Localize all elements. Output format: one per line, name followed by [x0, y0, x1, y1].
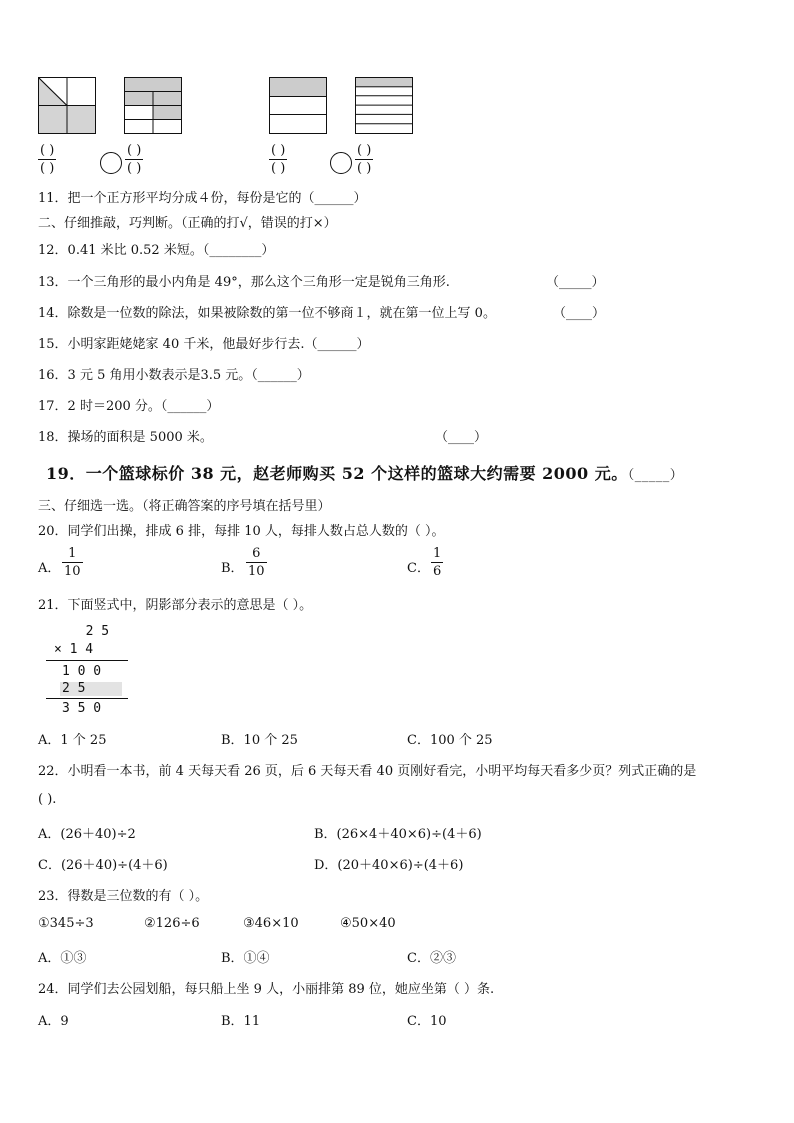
question-16	[38, 364, 310, 383]
denominator-blank[interactable]: ( )	[127, 161, 142, 176]
option-a[interactable]: A．	[38, 561, 61, 576]
calc-row-3: 1 0 0	[62, 664, 102, 679]
question-text: 11．把一个正方形平均分成４份，每份是它的	[38, 191, 302, 206]
option-a-fraction[interactable]: 1 10	[64, 546, 81, 579]
option-d[interactable]: D．(20＋40×6)÷(4＋6)	[314, 858, 464, 873]
compare-circle-2[interactable]	[329, 151, 353, 175]
calc-row-5: 3 5 0	[62, 701, 102, 716]
option-a[interactable]: A．9	[38, 1014, 69, 1029]
question-text: 14．除数是一位数的除法，如果被除数的第一位不够商１，就在第一位上写 0。	[38, 306, 496, 321]
option-a[interactable]: A．(26＋40)÷2	[38, 827, 136, 842]
denominator-blank[interactable]: ( )	[271, 161, 286, 176]
question-text: 19．一个篮球标价 38 元，赵老师购买 52 个这样的篮球大约需要 2000 元。	[46, 464, 628, 483]
fraction-blank-1a[interactable]	[38, 143, 56, 176]
question-12	[38, 239, 274, 258]
answer-blank-14[interactable]: （____）	[553, 306, 606, 321]
question-text: 17．2 时＝200 分。	[38, 399, 161, 414]
strip-diagram-3	[269, 77, 327, 134]
grid-diagram-2	[124, 77, 182, 134]
question-18	[38, 426, 213, 445]
question-text: 15．小明家距姥姥家 40 千米，他最好步行去.	[38, 337, 305, 352]
denominator-blank[interactable]: ( )	[357, 161, 372, 176]
question-14	[38, 302, 496, 321]
fraction-blank-2a[interactable]	[269, 143, 287, 176]
question-23: 23．得数是三位数的有（ ）。	[38, 889, 209, 904]
vertical-multiplication	[40, 624, 135, 719]
question-13	[38, 271, 450, 290]
question-24: 24．同学们去公园划船，每只船上坐 9 人，小丽排第 89 位，她应坐第（ ）条.	[38, 982, 495, 997]
answer-blank[interactable]: （_____）	[627, 468, 684, 483]
square-diagram-1	[38, 77, 96, 134]
question-15	[38, 333, 370, 352]
strip-diagram-4	[355, 77, 413, 134]
question-text: 18．操场的面积是 5000 米。	[38, 430, 213, 445]
option-c[interactable]: C．100 个 25	[407, 733, 493, 748]
option-c-fraction[interactable]: 1 6	[433, 546, 442, 579]
fraction-blank-2b[interactable]	[355, 143, 373, 176]
question-19	[46, 461, 683, 484]
calc-row-2: × 1 4	[54, 642, 94, 657]
option-b-fraction[interactable]: 6 10	[248, 546, 265, 579]
section-3-heading: 三、仔细选一选。（将正确答案的序号填在括号里）	[38, 499, 331, 514]
answer-blank[interactable]: （______）	[160, 399, 220, 414]
option-c[interactable]: C．10	[407, 1014, 447, 1029]
option-c[interactable]: C．(26＋40)÷(4＋6)	[38, 858, 168, 873]
answer-blank[interactable]: （______）	[251, 368, 310, 383]
denominator-blank[interactable]: ( )	[40, 161, 55, 176]
option-c[interactable]: C．	[407, 561, 430, 576]
numerator-blank[interactable]: ( )	[271, 143, 286, 158]
option-a[interactable]: A．①③	[38, 951, 87, 966]
answer-blank-13[interactable]: （_____）	[546, 275, 605, 290]
answer-blank[interactable]: （______）	[301, 191, 367, 206]
numerator-blank[interactable]: ( )	[40, 143, 55, 158]
question-22-blank[interactable]: ( ).	[38, 792, 57, 807]
question-21: 21．下面竖式中，阴影部分表示的意思是（ ）。	[38, 598, 313, 613]
numerator-blank[interactable]: ( )	[127, 143, 142, 158]
answer-blank-18[interactable]: （____）	[435, 430, 488, 445]
question-text: 12．0.41 米比 0.52 米短。	[38, 243, 203, 258]
option-b[interactable]: B．11	[221, 1014, 261, 1029]
question-text: 16．3 元 5 角用小数表示是3.5 元。	[38, 368, 252, 383]
question-17	[38, 395, 219, 414]
compare-circle-1[interactable]	[99, 151, 123, 175]
question-text: 13．一个三角形的最小内角是 49°，那么这个三角形一定是锐角三角形.	[38, 275, 450, 290]
item-1: ①345÷3	[38, 916, 94, 931]
fraction-blank-1b[interactable]	[125, 143, 143, 176]
item-3: ③46×10	[243, 916, 299, 931]
answer-blank[interactable]: （______）	[304, 337, 370, 352]
answer-blank[interactable]: （________）	[202, 243, 275, 258]
option-c[interactable]: C．②③	[407, 951, 456, 966]
option-b[interactable]: B．①④	[221, 951, 270, 966]
numerator-blank[interactable]: ( )	[357, 143, 372, 158]
question-20: 20．同学们出操，排成 6 排，每排 10 人，每排人数占总人数的（ ）。	[38, 524, 445, 539]
option-b[interactable]: B．10 个 25	[221, 733, 298, 748]
question-11	[38, 187, 367, 206]
option-b[interactable]: B．	[221, 561, 244, 576]
section-2-heading: 二、仔细推敲，巧判断。（正确的打√，错误的打×）	[38, 216, 337, 231]
question-22: 22．小明看一本书，前 4 天每天看 26 页，后 6 天每天看 40 页刚好看完，小明平均每天看多少页？列式正确的是	[38, 764, 697, 779]
option-b[interactable]: B．(26×4＋40×6)÷(4＋6)	[314, 827, 482, 842]
item-4: ④50×40	[340, 916, 396, 931]
calc-row-1: 2 5	[70, 624, 110, 639]
item-2: ②126÷6	[144, 916, 200, 931]
option-a[interactable]: A．1 个 25	[38, 733, 107, 748]
calc-row-4: 2 5	[62, 681, 86, 696]
